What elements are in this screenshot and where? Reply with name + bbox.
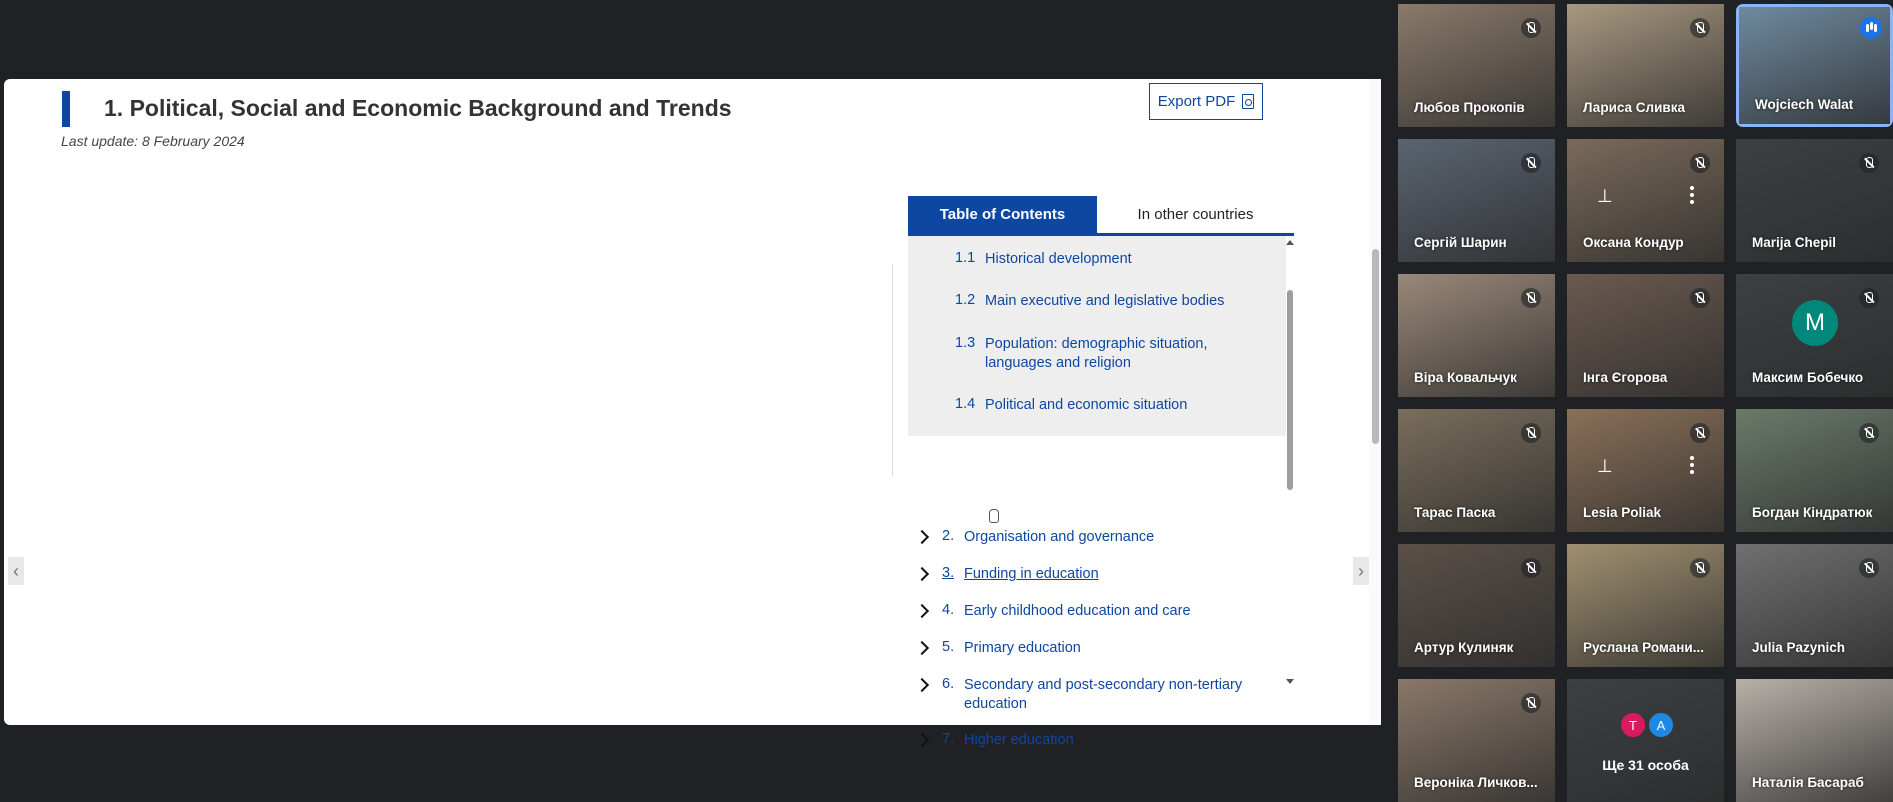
toc-item-label: Higher education [964, 732, 1074, 748]
toc-item-label: Organisation and governance [964, 529, 1155, 545]
pin-icon[interactable]: ⊥ [1597, 456, 1613, 476]
more-vert-icon[interactable] [1690, 186, 1694, 204]
chevron-left-icon[interactable]: ‹ [8, 557, 24, 585]
toc-sub-item[interactable] [955, 335, 1225, 373]
toc-sub-label: Political and economic situation [985, 397, 1188, 413]
toc-sub-num: 1.3 [955, 335, 976, 351]
participant-name: Віра Ковальчук [1414, 370, 1517, 385]
toc-sub-label: Historical development [985, 251, 1132, 267]
participant-tile[interactable] [1398, 679, 1555, 802]
chevron-right-icon[interactable] [916, 530, 930, 544]
toc-item-num: 5. [942, 639, 955, 655]
participant-name: Богдан Кіндратюк [1752, 505, 1873, 520]
scroll-up-arrow-icon[interactable] [1286, 240, 1294, 245]
toc-item-num: 6. [942, 676, 955, 692]
toc-sub-num: 1.2 [955, 292, 976, 308]
chevron-right-icon[interactable] [916, 641, 930, 655]
pin-icon[interactable]: ⊥ [1597, 186, 1613, 206]
participant-tile[interactable] [1736, 4, 1893, 127]
toc-subsection-list [908, 236, 1286, 436]
avatar: A [1649, 713, 1673, 737]
more-participants-label: Ще 31 особа [1602, 757, 1689, 773]
participant-name: Lesia Poliak [1583, 505, 1662, 520]
toc-item-num: 2. [942, 528, 955, 544]
scroll-down-arrow-icon[interactable] [1286, 679, 1294, 684]
mic-off-icon [1859, 288, 1879, 308]
toc-item-num: 7. [942, 731, 955, 747]
toc-item-label: Secondary and post-secondary non-tertiary education [964, 677, 1243, 712]
page-scroll-thumb[interactable] [1372, 249, 1379, 444]
toc-item-funding[interactable] [916, 565, 1254, 584]
toc-scrollbar[interactable] [1286, 236, 1294, 686]
hand-cursor-icon [989, 509, 999, 523]
participant-tile[interactable] [1736, 409, 1893, 532]
chevron-right-icon[interactable]: › [1353, 557, 1369, 585]
audio-level-icon [1860, 17, 1882, 39]
tab-table-of-contents[interactable]: Table of Contents [908, 196, 1097, 233]
mic-off-icon [1521, 18, 1541, 38]
mic-off-icon [1521, 153, 1541, 173]
avatar: M [1792, 300, 1838, 346]
toc-sub-item[interactable] [955, 250, 1225, 269]
mic-off-icon [1521, 423, 1541, 443]
participant-tile[interactable] [1567, 544, 1724, 667]
mic-off-icon [1690, 288, 1710, 308]
page-scrollbar[interactable] [1369, 79, 1381, 725]
mic-off-icon [1521, 693, 1541, 713]
participant-tile[interactable] [1736, 274, 1893, 397]
toc-scroll-thumb[interactable] [1287, 290, 1293, 490]
participant-name: Marija Chepil [1752, 235, 1837, 250]
toc-sub-label: Population: demographic situation, languages and religion [985, 336, 1208, 371]
participant-tile[interactable] [1736, 139, 1893, 262]
participant-name: Лариса Сливка [1583, 100, 1685, 115]
toc-sub-num: 1.1 [955, 250, 976, 266]
participant-name: Вероніка Личков... [1414, 775, 1538, 790]
toc-sub-item[interactable] [955, 292, 1225, 311]
participant-name: Wojciech Walat [1755, 97, 1854, 112]
last-update: Last update: 8 February 2024 [61, 133, 245, 149]
participant-tile[interactable] [1398, 139, 1555, 262]
export-pdf-label: Export PDF [1157, 93, 1236, 110]
more-participants-avatars [1621, 713, 1673, 737]
toc-item-num: 4. [942, 602, 955, 618]
chevron-right-icon[interactable] [916, 604, 930, 618]
avatar: T [1621, 713, 1645, 737]
participant-name: Інга Єгорова [1583, 370, 1668, 385]
participant-name: Оксана Кондур [1583, 235, 1684, 250]
mic-off-icon [1690, 558, 1710, 578]
mic-off-icon [1521, 558, 1541, 578]
participant-tile[interactable] [1567, 679, 1724, 802]
chevron-right-icon[interactable] [916, 678, 930, 692]
shared-screen [4, 79, 1381, 748]
participant-name: Любов Прокопів [1414, 100, 1525, 115]
tab-other-countries[interactable]: In other countries [1137, 206, 1254, 223]
participant-tile[interactable] [1398, 409, 1555, 532]
toc-sub-label: Main executive and legislative bodies [985, 293, 1225, 309]
toc-sub-num: 1.4 [955, 396, 976, 412]
participant-tile[interactable] [1398, 274, 1555, 397]
export-pdf-button[interactable] [1149, 83, 1263, 120]
toc-tabs [908, 196, 1294, 236]
toc-item-primary[interactable] [916, 639, 1254, 658]
toc-item-organisation[interactable] [916, 528, 1254, 547]
toc-item-label: Early childhood education and care [964, 603, 1191, 619]
page-title: 1. Political, Social and Economic Background and Trends [104, 95, 732, 121]
divider [892, 264, 893, 476]
participant-name: Julia Pazynich [1752, 640, 1846, 655]
chevron-right-icon[interactable] [916, 567, 930, 581]
toc-sub-item[interactable] [955, 396, 1225, 415]
pdf-file-icon [1242, 94, 1254, 109]
table-of-contents [908, 196, 1294, 748]
participant-tile[interactable] [1567, 409, 1724, 532]
participant-name: Максим Бобечко [1752, 370, 1864, 385]
participant-tile[interactable] [1567, 274, 1724, 397]
participant-tile[interactable] [1398, 4, 1555, 127]
mic-off-icon [1521, 288, 1541, 308]
participant-tile[interactable] [1567, 139, 1724, 262]
participant-tile[interactable] [1736, 679, 1893, 802]
participant-name: Руслана Романи... [1583, 640, 1704, 655]
participant-tile[interactable] [1736, 544, 1893, 667]
more-vert-icon[interactable] [1690, 456, 1694, 474]
mic-off-icon [1859, 423, 1879, 443]
participant-name: Артур Кулиняк [1414, 640, 1514, 655]
participant-video [1567, 679, 1724, 802]
mic-off-icon [1690, 18, 1710, 38]
toc-item-label: Funding in education [964, 566, 1099, 582]
participant-tile[interactable] [1567, 4, 1724, 127]
chevron-right-icon[interactable] [916, 733, 930, 747]
mic-off-icon [1859, 153, 1879, 173]
toc-item-secondary[interactable] [916, 676, 1254, 714]
toc-item-higher[interactable] [916, 731, 1254, 750]
mic-off-icon [1859, 558, 1879, 578]
participant-name: Тарас Паска [1414, 505, 1496, 520]
title-accent-bar [62, 91, 70, 127]
participant-name: Сергій Шарин [1414, 235, 1507, 250]
mic-off-icon [1690, 153, 1710, 173]
participant-tile[interactable] [1398, 544, 1555, 667]
mic-off-icon [1690, 423, 1710, 443]
toc-item-early-childhood[interactable] [916, 602, 1254, 621]
toc-item-num: 3. [942, 565, 955, 581]
participant-name: Наталія Басараб [1752, 775, 1864, 790]
toc-item-label: Primary education [964, 640, 1081, 656]
